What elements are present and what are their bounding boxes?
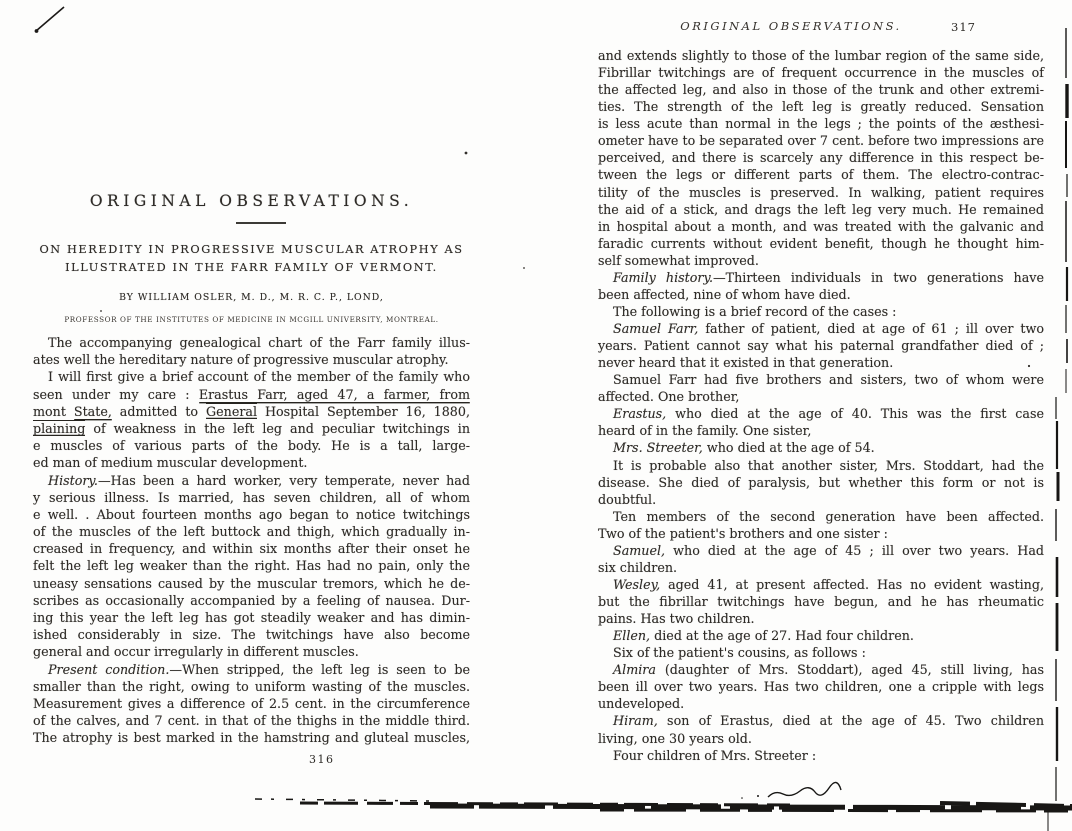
text-segment: of the calves, and 7 cent. in that of the thighs in the middle third. [33,713,470,729]
body-line [598,354,1044,371]
text-segment: smaller than the right, owing to uniform wasting of the muscles. [33,678,470,694]
text-segment: died at the age of 27. Had four children. [650,628,914,644]
italic-lead-text: Almira [613,662,656,678]
text-segment: perceived, and there is scarcely any difference in this respect be- [598,150,1044,166]
text-segment: (daughter of Mrs. Stoddart), aged 45, still living, has [655,662,1044,678]
body-line [33,523,470,540]
body-line [598,730,1044,747]
text-segment: y serious illness. Is married, has seven children, all of whom [33,489,470,505]
body-line [33,420,470,437]
italic-lead-text: Ellen, [613,628,651,644]
body-line [33,626,470,643]
body-line [598,439,1044,456]
text-segment: It is probable also that another sister, Mrs. Stoddart, had the [613,457,1044,473]
body-line [33,609,470,626]
right-page-body [598,47,1044,764]
text-segment: Four children of Mrs. Streeter : [613,747,817,763]
body-line [33,506,470,523]
subtitle-line-2: ILLUSTRATED IN THE FARR FAMILY OF VERMONT. [65,261,438,274]
italic-lead-text: Present condition. [48,661,170,677]
text-segment: but the fibrillar twitchings have begun, and he has rheumatic [598,594,1044,609]
body-line [33,472,470,489]
text-segment: Ten members of the second generation have been affected. [613,508,1044,524]
body-line [598,115,1044,132]
body-line [598,47,1044,64]
italic-lead-text: Erastus, [613,406,667,422]
text-segment: father of patient, died at age of 61 ; ill over two [698,321,1044,336]
pen-underlined-text: State, [73,403,112,419]
text-segment: admitted to [111,403,206,419]
text-segment: been ill over two years. Has two children, one a cripple with legs [598,679,1044,695]
text-segment: ed man of medium muscular development. [33,455,308,471]
italic-lead-text: Hiram, [613,713,658,729]
text-segment: disease. She died of paralysis, but whether this form or not is [598,474,1044,490]
body-line [598,610,1044,627]
subtitle-line-1: ON HEREDITY IN PROGRESSIVE MUSCULAR ATROPHY AS [39,243,464,256]
text-segment: ished considerably in size. The twitchings have also become [33,627,470,643]
text-segment: years. Patient cannot say what his paternal grandfather died of ; [598,338,1044,354]
text-segment: general and occur irregularly in different muscles. [33,644,359,660]
text-segment: uneasy sensations caused by the muscular tremors, which he de- [33,575,470,591]
text-segment: ing this year the left leg has got steadily weaker and has dimin- [33,610,470,625]
text-segment: pains. Has two children. [598,611,755,627]
italic-lead-text: Mrs. Streeter, [613,440,703,456]
body-line [598,491,1044,508]
body-line [598,166,1044,183]
text-segment: —When stripped, the left leg is seen to be [169,661,470,677]
text-segment: who died at the age of 40. This was the first case [666,406,1044,422]
body-line [33,592,470,609]
text-segment: ometer have to be separated over 7 cent. before two impressions are [598,133,1044,149]
body-line [598,64,1044,81]
body-line [598,559,1044,576]
body-line [33,557,470,574]
text-segment: Fibrillar twitchings are of frequent occurrence in the muscles of [598,65,1044,81]
body-line [598,269,1044,286]
body-line [598,457,1044,474]
body-line [598,235,1044,252]
text-segment: in hospital about a month, and was treated with the galvanic and [598,218,1044,234]
text-segment: ties. The strength of the left leg is greatly reduced. Sensation [598,99,1044,115]
body-line [598,320,1044,337]
body-line [33,351,470,368]
text-segment: mont [33,403,74,419]
body-line [598,627,1044,644]
text-segment: —Thirteen individuals in two generations have [712,269,1044,285]
body-line [33,678,470,695]
body-line [33,403,470,420]
text-segment: is less acute than normal in the legs ; the points of the æsthesi- [598,116,1044,132]
body-line [598,252,1044,269]
text-segment: the aid of a stick, and drags the left leg very much. He remained [598,201,1044,217]
italic-lead-text: Family history. [613,269,713,285]
left-page-body [33,334,470,747]
pen-mark-icon [35,7,64,33]
body-line [598,712,1044,729]
text-segment: —Has been a hard worker, very temperate, never had [97,472,470,488]
text-segment: Two of the patient's brothers and one sister : [598,525,888,541]
body-line [33,437,470,454]
italic-lead-text: Samuel Farr, [613,321,699,336]
text-segment: ates well the hereditary nature of progressive muscular atrophy. [33,352,449,368]
text-segment: living, one 30 years old. [598,730,752,746]
text-segment: self somewhat improved. [598,252,759,268]
body-line [598,388,1044,405]
body-line [598,422,1044,439]
body-line [33,695,470,712]
text-segment: son of Erastus, died at the age of 45. Two children [657,713,1044,729]
body-line [33,386,470,403]
text-segment: who died at the age of 54. [702,440,875,456]
body-line [33,334,470,351]
text-segment: Measurement gives a difference of 2.5 cent. in the circumference [33,695,470,711]
body-line [598,593,1044,610]
left-page-number: 316 [309,753,335,766]
text-segment: Six of the patient's cousins, as follows : [613,645,866,661]
author-byline: BY WILLIAM OSLER, M. D., M. R. C. P., LOND, [119,292,384,303]
binding-marks [1048,28,1067,831]
text-segment: of the muscles of the left buttock and thigh, which gradually in- [33,524,470,540]
text-segment: creased in frequency, and within six months after their onset he [33,541,470,557]
text-segment: been affected, nine of whom have died. [598,286,851,302]
text-segment: scribes as occasionally accompanied by a feeling of nausea. Dur- [33,592,470,608]
body-line [33,643,470,660]
text-segment: Hospital September 16, 1880, [257,403,470,419]
body-line [598,81,1044,98]
body-line [598,337,1044,354]
body-line [598,405,1044,422]
text-segment: aged 41, at present affected. Has no evident wasting, [660,576,1044,592]
text-segment: affected. One brother, [598,389,740,405]
text-segment: six children. [598,559,678,575]
body-line [598,98,1044,115]
text-segment: The accompanying genealogical chart of the Farr family illus- [48,335,470,350]
body-line [598,371,1044,388]
text-segment: who died at the age of 45 ; ill over two years. Had [665,542,1044,558]
body-line [33,368,470,385]
right-page-number: 317 [951,20,976,34]
body-line [33,454,470,471]
body-line [598,286,1044,303]
text-segment: The following is a brief record of the cases : [613,303,897,319]
text-segment: heard of in the family. One sister, [598,423,812,439]
body-line [598,644,1044,661]
body-line [33,489,470,506]
body-line [598,747,1044,764]
body-line [598,661,1044,678]
text-segment: of weakness in the left leg and peculiar twitchings in [85,420,470,436]
body-line [598,132,1044,149]
pen-overlined-text: General [206,403,258,419]
text-segment: the affected leg, and also in those of the trunk and other extremi- [598,82,1044,98]
body-line [598,678,1044,695]
text-segment: felt the left leg weaker than the right. Has had no pain, only the [33,558,470,574]
article-subtitle [33,241,470,277]
text-segment: tility of the muscles is preserved. In walking, patient requires [598,184,1044,200]
text-segment: e well. . About fourteen months ago began to notice twitchings [33,506,470,522]
text-segment: I will first give a brief account of the member of the family who [48,369,470,385]
text-segment: The atrophy is best marked in the hamstring and gluteal muscles, [33,730,470,746]
italic-lead-text: Samuel, [613,542,666,558]
running-head: ORIGINAL OBSERVATIONS. [680,19,902,33]
body-line [598,576,1044,593]
body-line [598,149,1044,166]
body-line [33,575,470,592]
body-line [33,712,470,729]
text-segment: never heard that it existed in that generation. [598,355,894,371]
body-line [33,729,470,746]
italic-lead-text: History. [48,472,98,488]
text-segment: e muscles of various parts of the body. He is a tall, large- [33,438,470,454]
body-line [598,303,1044,320]
body-line [33,540,470,557]
body-line [598,508,1044,525]
body-line [598,542,1044,559]
text-segment: Samuel Farr had five brothers and sisters, two of whom were [613,372,1044,388]
scan-edge-band [255,782,1072,811]
body-line [598,201,1044,218]
body-line [598,695,1044,712]
pen-underlined-text: Erastus Farr, aged 47, a farmer, from [198,386,470,402]
text-segment: and extends slightly to those of the lumbar region of the same side, [598,48,1044,63]
text-segment: faradic currents without evident benefit, though he thought him- [598,235,1044,251]
text-segment: undeveloped. [598,696,685,712]
text-segment: seen under my care : [33,386,199,402]
body-line [598,184,1044,201]
italic-lead-text: Wesley, [613,576,661,592]
scribble-mark [768,782,841,797]
title-divider-rule [236,222,286,224]
text-segment: tween the legs or different parts of them. The electro-contrac- [598,167,1044,183]
body-line [598,218,1044,235]
pen-overlined-text: plaining [33,420,86,436]
text-segment: doubtful. [598,491,657,507]
body-line [598,474,1044,491]
article-title: ORIGINAL OBSERVATIONS. [89,192,414,211]
body-line [598,525,1044,542]
author-affiliation: PROFESSOR OF THE INSTITUTES OF MEDICINE IN MCGILL UNIVERSITY, MONTREAL. [64,315,439,324]
body-line [33,661,470,678]
